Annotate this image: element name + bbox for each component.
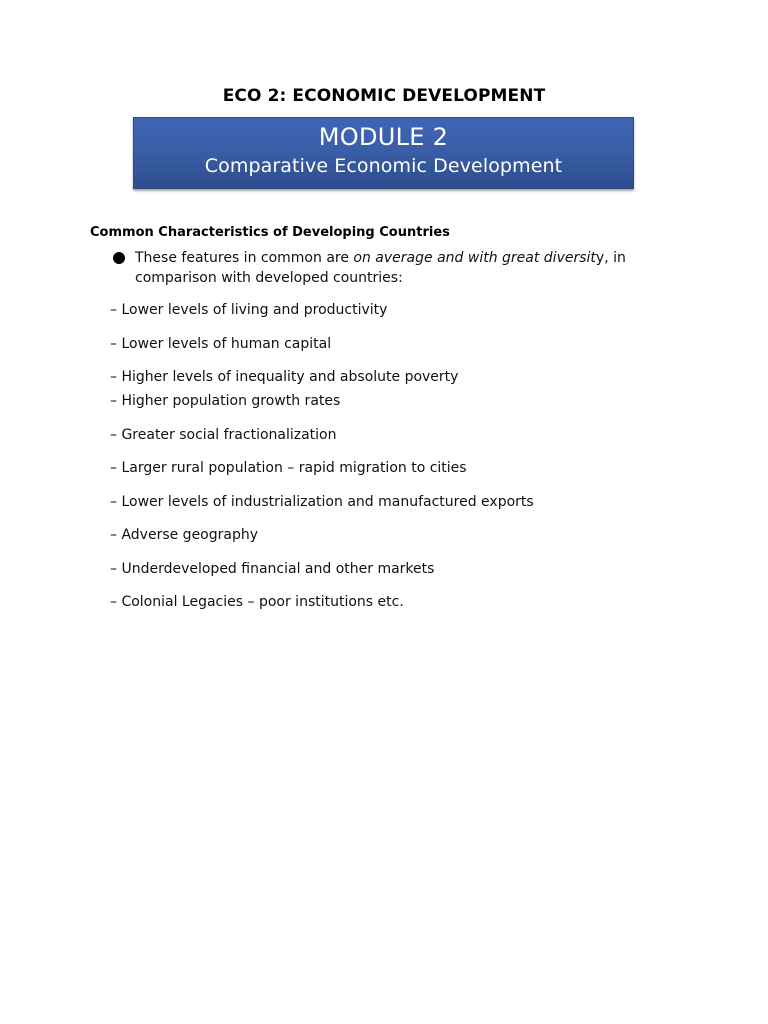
list-item: – Underdeveloped financial and other markets (110, 561, 435, 577)
module-banner (133, 117, 634, 189)
bullet-dot-icon (113, 252, 125, 264)
list-item: – Adverse geography (110, 527, 259, 543)
intro-text-line2: comparison with developed countries: (135, 270, 403, 286)
list-item: – Larger rural population – rapid migration to cities (110, 460, 467, 476)
intro-text-before: These features in common are (135, 250, 354, 266)
intro-bullet (113, 248, 673, 288)
list-item: – Lower levels of human capital (110, 336, 332, 352)
module-title: MODULE 2 (318, 123, 449, 151)
list-item: – Higher population growth rates (110, 393, 341, 409)
module-subtitle: Comparative Economic Development (204, 155, 563, 177)
section-heading: Common Characteristics of Developing Countries (90, 225, 450, 240)
list-item: – Higher levels of inequality and absolute poverty (110, 369, 459, 385)
page-title: ECO 2: ECONOMIC DEVELOPMENT (222, 86, 546, 106)
list-item: – Colonial Legacies – poor institutions etc. (110, 594, 404, 610)
intro-text-emphasis: on average and with great diversit (353, 250, 596, 266)
list-item: – Lower levels of living and productivity (110, 302, 388, 318)
intro-text (135, 248, 673, 288)
intro-text-after: y, in (595, 250, 626, 266)
list-item: – Lower levels of industrialization and manufactured exports (110, 494, 534, 510)
list-item: – Greater social fractionalization (110, 427, 337, 443)
